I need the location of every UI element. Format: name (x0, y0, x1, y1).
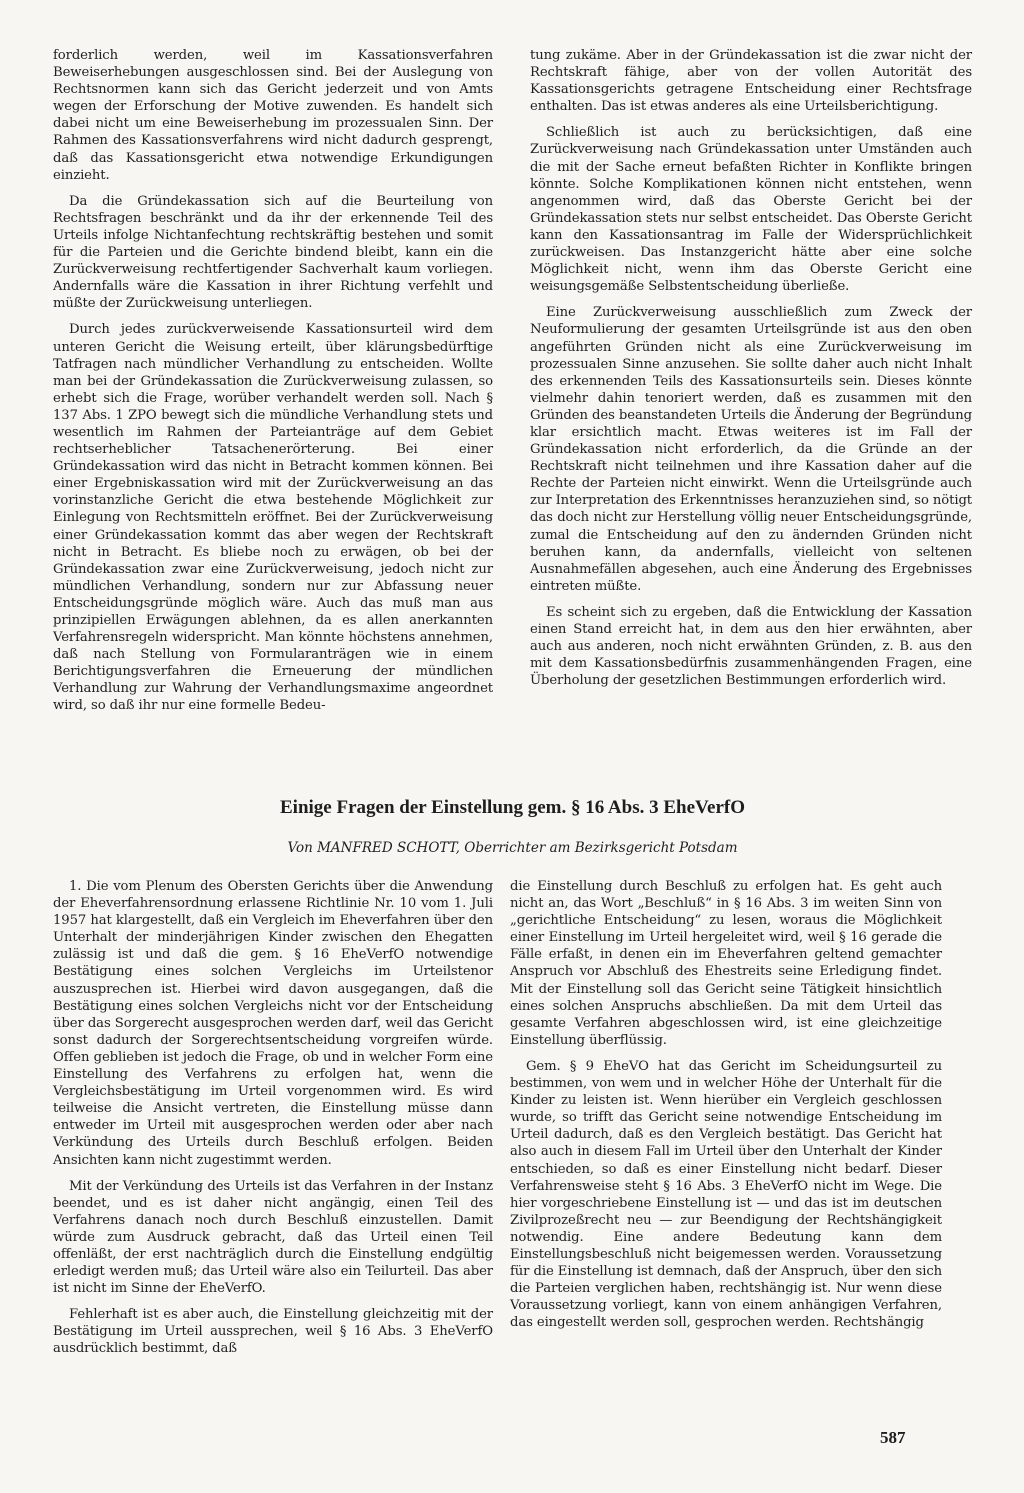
page-number: 587 (880, 1428, 906, 1447)
paragraph: Es scheint sich zu ergeben, daß die Entwicklung der Kassation einen Stand erreicht hat, in dem aus den hier erwähnten, aber auch aus anderen, noch nicht erwähnten Gründen, z. B. aus den mit dem Kassationsbedürfnis zusammenhängenden Fragen, eine Überholung der gesetzlichen Bestimmungen erforderlich wird. (530, 604, 972, 689)
prev-article-right-column (530, 47, 972, 698)
paragraph: 1. Die vom Plenum des Obersten Gerichts über die Anwendung der Eheverfahrensordnung erlassene Richtlinie Nr. 10 vom 1. Juli 1957 hat klargestellt, daß ein Vergleich im Eheverfahren über den Unterhalt der minderjährigen Kinder zwischen den Ehegatten zulässig ist und daß die gem. § 16 EheVerfO notwendige Bestätigung eines solchen Vergleichs im Urteilstenor auszusprechen ist. Hierbei wird davon ausgegangen, daß die Bestätigung eines solchen Vergleichs nicht vor der Entscheidung über das Sorgerecht ausgesprochen werden darf, weil das Gericht sonst dadurch der Sorgerechtsentscheidung vorgreifen würde. Offen geblieben ist jedoch die Frage, ob und in welcher Form eine Einstellung des Verfahrens zu erfolgen hat, wenn die Vergleichsbestätigung im Urteil vorgenommen wird. Es wird teilweise die Ansicht vertreten, die Einstellung müsse dann entweder im Urteil mit ausgesprochen werden oder aber nach Verkündung des Urteils durch Beschluß erfolgen. Beiden Ansichten kann nicht zugestimmt werden. (53, 879, 493, 1168)
article-byline: Von MANFRED SCHOTT, Oberrichter am Bezirksgericht Potsdam (287, 840, 738, 856)
paragraph: Da die Gründekassation sich auf die Beurteilung von Rechtsfragen beschränkt und da ihr der erkennende Teil des Urteils infolge Nichtanfechtung rechtskräftig bestehen und somit für die Parteien und die Gerichte bindend bleibt, kann ein die Zurückverweisung rechtfertigender Sachverhalt kaum vorliegen. Andernfalls wäre die Kassation in ihrer Richtung verfehlt und müßte der Zurückweisung unterliegen. (53, 193, 493, 312)
paragraph: Fehlerhaft ist es aber auch, die Einstellung gleichzeitig mit der Bestätigung im Urteil aussprechen, weil § 16 Abs. 3 EheVerfO ausdrücklich bestimmt, daß (53, 1307, 493, 1357)
paragraph: Eine Zurückverweisung ausschließlich zum Zweck der Neuformulierung der gesamten Urteilsgründe ist aus den oben angeführten Gründen nicht als eine Zurückverweisung im prozessualen Sinne anzusehen. Sie sollte daher auch nicht Inhalt des erkennenden Teils des Kassationsurteils sein. Dieses könnte vielmehr dahin tenoriert werden, daß es zusammen mit den Gründen des beanstandeten Urteils die Änderung der Begründung klar ersichtlich macht. Etwas weiteres ist im Fall der Gründekassation nicht erforderlich, da die Gründe an der Rechtskraft nicht teilnehmen und ihre Kassation daher auf die Rechte der Parteien nicht einwirkt. Wenn die Urteilsgründe auch zur Interpretation des Erkenntnisses heranzuziehen sind, so nötigt das doch nicht zur Herstellung völlig neuer Entscheidungsgründe, zumal die Entscheidung auf den zu ändernden Gründen nicht beruhen kann, da andernfalls, vielleicht von seltenen Ausnahmefällen abgesehen, auch eine Änderung des Ergebnisses eintreten müßte. (530, 305, 972, 594)
paragraph: tung zukäme. Aber in der Gründekassation ist die zwar nicht der Rechtskraft fähige, aber von der vollen Autorität des Kassationsgerichts getragene Entscheidung einer Rechtsfrage enthalten. Das ist etwas anderes als eine Urteilsberichtigung. (530, 48, 972, 115)
paragraph: Durch jedes zurückverweisende Kassationsurteil wird dem unteren Gericht die Weisung erteilt, über klärungsbedürftige Tatfragen nach mündlicher Verhandlung zu entscheiden. Wollte man bei der Gründekassation die Zurückverweisung zulassen, so erhebt sich die Frage, worüber verhandelt werden soll. Nach § 137 Abs. 1 ZPO bewegt sich die mündliche Verhandlung stets und wesentlich im Rahmen der Parteianträge auf dem Gebiet rechtserheblicher Tatsachenerörterung. Bei einer Gründekassation wird das nicht in Betracht kommen können. Bei einer Ergebniskassation wird mit der Zurückverweisung an das vorinstanzliche Gericht die etwa bestehende Möglichkeit zur Einlegung von Rechtsmitteln eröffnet. Bei der Zurückverweisung einer Gründekassation kommt das aber wegen der Rechtskraft nicht in Betracht. Es bliebe noch zu erwägen, ob bei der Gründekassation zwar eine Zurückverweisung, jedoch nicht zur mündlichen Verhandlung, sondern nur zur Abfassung neuer Entscheidungsgründe möglich wäre. Auch das muß man aus prinzipiellen Erwägungen ablehnen, da es allen anerkannten Verfahrensregeln widerspricht. Man könnte höchstens annehmen, daß nach Stellung von Formularanträgen wie in einem Berichtigungsverfahren die Erneuerung der mündlichen Verhandlung zur Wahrung der Verhandlungsmaxime angeordnet wird, so daß ihr nur eine formelle Bedeu- (53, 322, 493, 714)
paragraph: Schließlich ist auch zu berücksichtigen, daß eine Zurückverweisung nach Gründekassation unter Umständen auch die mit der Sache erneut befaßten Richter in Konflikte bringen könnte. Solche Komplikationen können nicht entstehen, wenn angenommen wird, daß das Oberste Gericht bei der Gründekassation stets nur selbst entscheidet. Das Oberste Gericht kann den Kassationsantrag im Falle der Widersprüchlichkeit zurückweisen. Das Instanzgericht hätte aber eine solche Möglichkeit nicht, wenn ihm das Oberste Gericht eine weisungsgemäße Selbstentscheidung überließe. (530, 125, 972, 295)
paragraph: Mit der Verkündung des Urteils ist das Verfahren in der Instanz beendet, und es ist daher nicht angängig, einen Teil des Verfahrens danach noch durch Beschluß einzustellen. Damit würde zum Ausdruck gebracht, daß das Urteil einen Teil offenläßt, der erst nachträglich durch die Einstellung endgültig erledigt werden muß; das Urteil wäre also ein Teilurteil. Das aber ist nicht im Sinne der EheVerfO. (53, 1178, 493, 1297)
prev-article-left-column (53, 47, 493, 724)
paragraph: forderlich werden, weil im Kassationsverfahren Beweiserhebungen ausgeschlossen sind. Bei der Auslegung von Rechtsnormen kann sich das Gericht jederzeit und von Amts wegen der Erforschung der Motive zuwenden. Es handelt sich dabei nicht um eine Beweiserhebung im prozessualen Sinn. Der Rahmen des Kassationsverfahrens wird nicht dadurch gesprengt, daß das Kassationsgericht etwa notwendige Erkundigungen einzieht. (53, 48, 493, 183)
article-title: Einige Fragen der Einstellung gem. § 16 Abs. 3 EheVerfO (280, 797, 745, 818)
article-right-column (510, 878, 942, 1340)
article-left-column (53, 878, 493, 1367)
paragraph: Gem. § 9 EheVO hat das Gericht im Scheidungsurteil zu bestimmen, von wem und in welcher Höhe der Unterhalt für die Kinder zu leisten ist. Wenn hierüber ein Vergleich geschlossen wurde, so trifft das Gericht seine notwendige Entscheidung im Urteil dadurch, daß es den Vergleich bestätigt. Das Gericht hat also auch in diesem Fall im Urteil über den Unterhalt der Kinder entschieden, so daß es einer Einstellung nicht bedarf. Dieser Verfahrensweise steht § 16 Abs. 3 EheVerfO nicht im Wege. Die hier vorgeschriebene Einstellung ist — und das ist im deutschen Zivilprozeßrecht neu — zur Beendigung der Rechtshängigkeit notwendig. Eine andere Bedeutung kann dem Einstellungsbeschluß nicht beigemessen werden. Voraussetzung für die Einstellung ist demnach, daß der Anspruch, über den sich die Parteien verglichen haben, rechtshängig ist. Nur wenn diese Voraussetzung vorliegt, kann von einem anhängigen Verfahren, das eingestellt werden soll, gesprochen werden. Rechtshängig (510, 1058, 942, 1331)
paragraph: die Einstellung durch Beschluß zu erfolgen hat. Es geht auch nicht an, das Wort „Beschluß“ in § 16 Abs. 3 im weiten Sinn von „gerichtliche Entscheidung“ zu lesen, woraus die Möglichkeit einer Einstellung im Urteil hergeleitet wird, weil § 16 gerade die Fälle erfaßt, in denen ein im Eheverfahren geltend gemachter Anspruch vor Abschluß des Ehestreits seine Erledigung findet. Mit der Einstellung soll das Gericht seine Tätigkeit hinsichtlich eines solchen Anspruchs abschließen. Da mit dem Urteil das gesamte Verfahren abgeschlossen wird, ist eine gleichzeitige Einstellung überflüssig. (510, 879, 942, 1048)
